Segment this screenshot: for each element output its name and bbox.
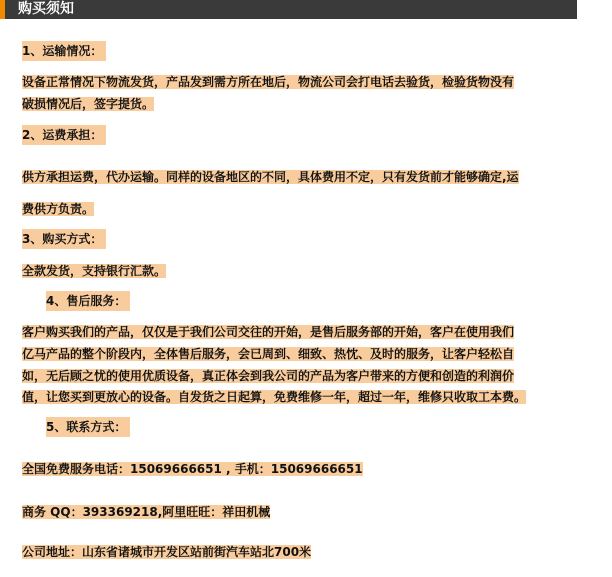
contact-phone-line: [22, 458, 363, 477]
aftersale-line-1: [22, 321, 514, 340]
heading-aftersale-text: 4、售后服务：: [46, 291, 130, 311]
transport-text-1: 设备正常情况下物流发货，产品发到需方所在地后，物流公司会打电话去验货，检验货物没有: [22, 75, 515, 89]
transport-line-2: [22, 93, 154, 112]
contact-address-line: [22, 541, 311, 560]
freight-text-2: 费供方负责。: [22, 202, 95, 216]
contact-qq-line: [22, 501, 270, 520]
aftersale-line-2: [22, 343, 514, 362]
aftersale-text-4: 值，让您买到更放心的设备。自发货之日起算，免费维修一年，超过一年，维修只收取工本费。: [22, 390, 527, 404]
heading-aftersale: [46, 292, 130, 309]
purchase-line-1: [22, 260, 166, 279]
heading-transport: [22, 42, 106, 59]
heading-contact-text: 5、联系方式：: [46, 417, 130, 437]
aftersale-text-1: 客户购买我们的产品，仅仅是于我们公司交往的开始，是售后服务部的开始，客户在使用我们: [22, 325, 515, 339]
section-header-bar: [0, 0, 577, 19]
freight-line-1: [22, 166, 519, 185]
transport-text-2: 破损情况后，签字提货。: [22, 97, 155, 111]
aftersale-line-3: [22, 365, 514, 384]
aftersale-text-2: 亿马产品的整个阶段内，全体售后服务，会已周到、细致、热忱、及时的服务，让客户轻松自: [22, 347, 515, 361]
transport-line-1: [22, 71, 514, 90]
heading-contact: [46, 418, 130, 435]
section-title: 购买须知: [18, 1, 74, 17]
heading-freight: [22, 126, 106, 143]
heading-purchase-text: 3、购买方式：: [22, 229, 106, 249]
purchase-text-1: 全款发货，支持银行汇款。: [22, 264, 167, 278]
heading-freight-text: 2、运费承担：: [22, 125, 106, 145]
contact-qq-text: 商务 QQ：393369218,阿里旺旺：祥田机械: [22, 505, 271, 519]
heading-purchase: [22, 230, 106, 247]
freight-text-1: 供方承担运费，代办运输。同样的设备地区的不同，具体费用不定，只有发货前才能够确定,运: [22, 170, 519, 184]
aftersale-text-3: 如，无后顾之忧的使用优质设备，真正体会到我公司的产品为客户带来的方便和创造的利润价: [22, 369, 515, 383]
contact-phone-text: 全国免费服务电话：15069666651 , 手机：15069666651: [22, 462, 363, 476]
heading-transport-text: 1、运输情况：: [22, 41, 106, 61]
freight-line-2: [22, 198, 94, 217]
aftersale-line-4: [22, 386, 526, 405]
contact-address-text: 公司地址：山东省诸城市开发区站前街汽车站北700米: [22, 545, 312, 559]
